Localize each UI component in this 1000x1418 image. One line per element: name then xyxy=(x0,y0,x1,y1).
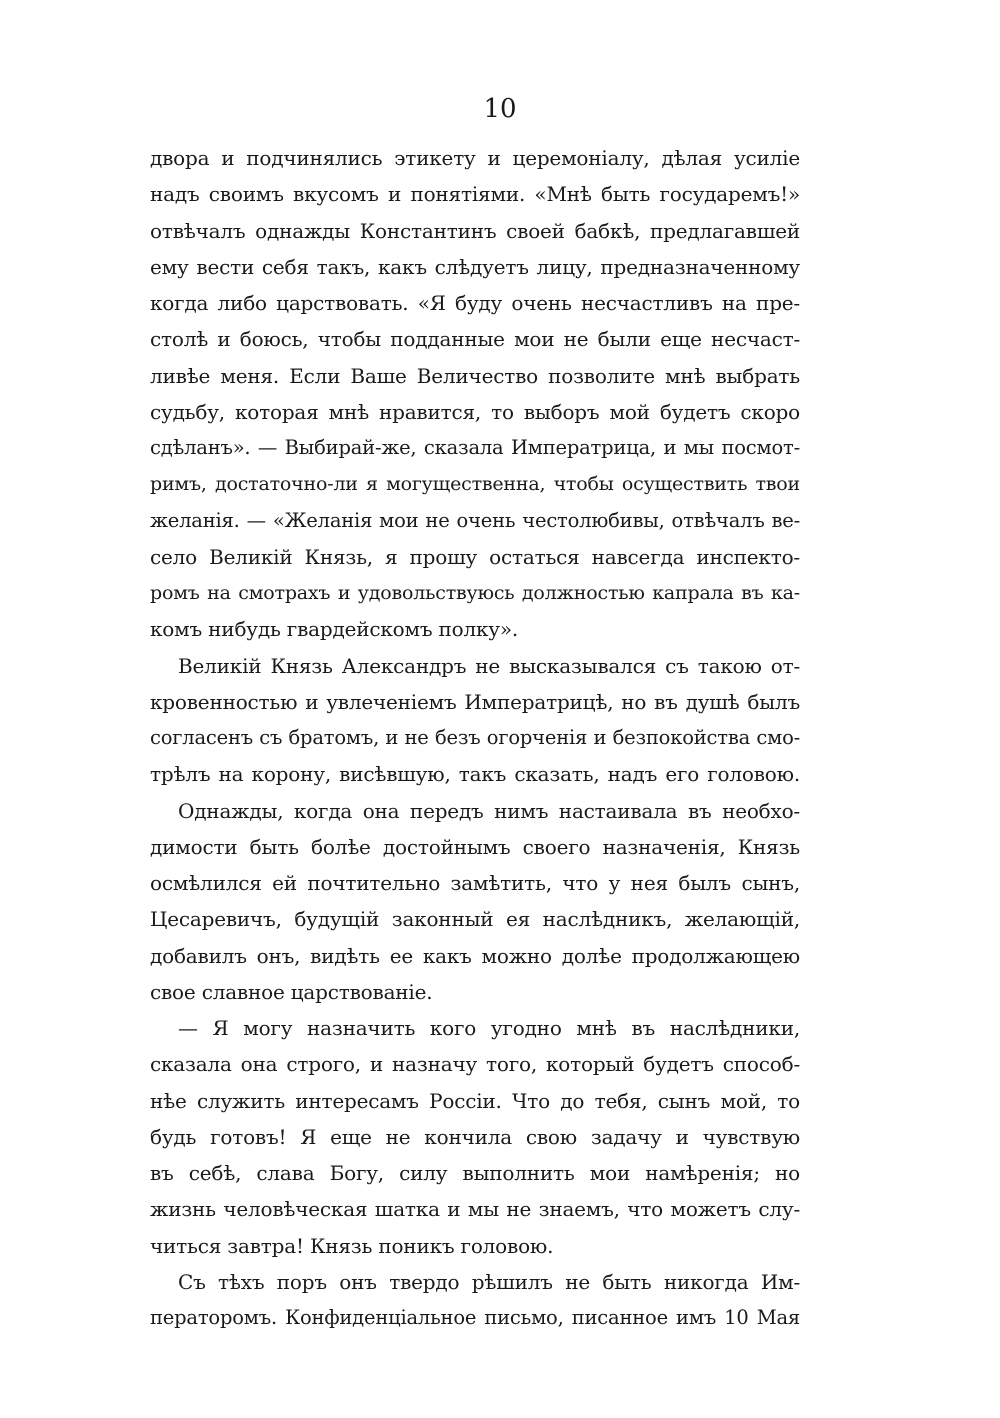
text-line: кровенностью и увлеченіемъ Императрицѣ, но въ душѣ былъ xyxy=(150,689,800,714)
paragraph-end-line: трѣлъ на корону, висѣвшую, такъ сказать, надъ его головою. xyxy=(150,762,800,787)
text-line: желанія. — «Желанія мои не очень честолюбивы, отвѣчалъ ве- xyxy=(150,508,800,532)
text-line: ромъ на смотрахъ и удовольствуюсь должностью капрала въ ка- xyxy=(150,582,800,604)
text-line: двора и подчинялись этикету и церемоніалу, дѣлая усиліе xyxy=(150,146,800,170)
paragraph-end-line: свое славное царствованіе. xyxy=(150,979,433,1004)
text-line: сказала она строго, и назначу того, который будетъ способ- xyxy=(150,1052,800,1077)
text-line: нѣе служить интересамъ Россіи. Что до тебя, сынъ мой, то xyxy=(150,1088,800,1113)
text-line: столѣ и боюсь, чтобы подданные мои не были еще несчаст- xyxy=(150,327,800,352)
paragraph-start-line: Съ тѣхъ поръ онъ твердо рѣшилъ не быть никогда Им- xyxy=(178,1269,800,1294)
text-line: ливѣе меня. Если Ваше Величество позволите мнѣ выбрать xyxy=(150,363,800,388)
text-line: ему вести себя такъ, какъ слѣдуетъ лицу, предназначенному xyxy=(150,254,800,279)
text-line: римъ, достаточно-ли я могущественна, чтобы осуществить твои xyxy=(150,473,800,496)
body-text xyxy=(150,140,800,1336)
page-number: 10 xyxy=(483,94,517,124)
text-line: когда либо царствовать. «Я буду очень несчастливъ на пре- xyxy=(150,291,800,315)
text-line: жизнь человѣческая шатка и мы не знаемъ, что можетъ слу- xyxy=(150,1197,800,1222)
text-line: димости быть болѣе достойнымъ своего назначенія, Князь xyxy=(150,834,800,859)
text-line: будь готовъ! Я еще не кончила свою задачу и чувствую xyxy=(150,1124,800,1149)
paragraph-start-line: Великій Князь Александръ не высказывался съ такою от- xyxy=(178,653,800,678)
text-line: согласенъ съ братомъ, и не безъ огорченія и безпокойства смо- xyxy=(150,726,800,749)
text-line: ператоромъ. Конфиденціальное письмо, писанное имъ 10 Мая xyxy=(150,1306,800,1329)
paragraph-end-line: читься завтра! Князь поникъ головою. xyxy=(150,1233,554,1258)
paragraph-end-line: комъ нибудь гвардейскомъ полку». xyxy=(150,617,519,642)
text-line: сдѣланъ». — Выбирай-же, сказала Императрица, и мы посмот- xyxy=(150,436,800,459)
text-line: село Великій Князь, я прошу остаться навсегда инспекто- xyxy=(150,544,800,569)
text-line: добавилъ онъ, видѣть ее какъ можно долѣе продолжающею xyxy=(150,943,800,968)
text-line: въ себѣ, слава Богу, силу выполнить мои намѣренія; но xyxy=(150,1161,800,1185)
text-line: судьбу, которая мнѣ нравится, то выборъ мой будетъ скоро xyxy=(150,399,800,424)
text-line: Цесаревичъ, будущій законный ея наслѣдникъ, желающій, xyxy=(150,907,800,932)
paragraph-start-line: — Я могу назначить кого угодно мнѣ въ наслѣдники, xyxy=(178,1016,800,1040)
text-line: надъ своимъ вкусомъ и понятіями. «Мнѣ быть государемъ!» xyxy=(150,182,800,207)
text-line: осмѣлился ей почтительно замѣтить, что у нея былъ сынъ, xyxy=(150,871,800,895)
paragraph-start-line: Однажды, когда она передъ нимъ настаивала въ необхо- xyxy=(178,798,800,823)
text-line: отвѣчалъ однажды Константинъ своей бабкѣ, предлагавшей xyxy=(150,218,800,243)
